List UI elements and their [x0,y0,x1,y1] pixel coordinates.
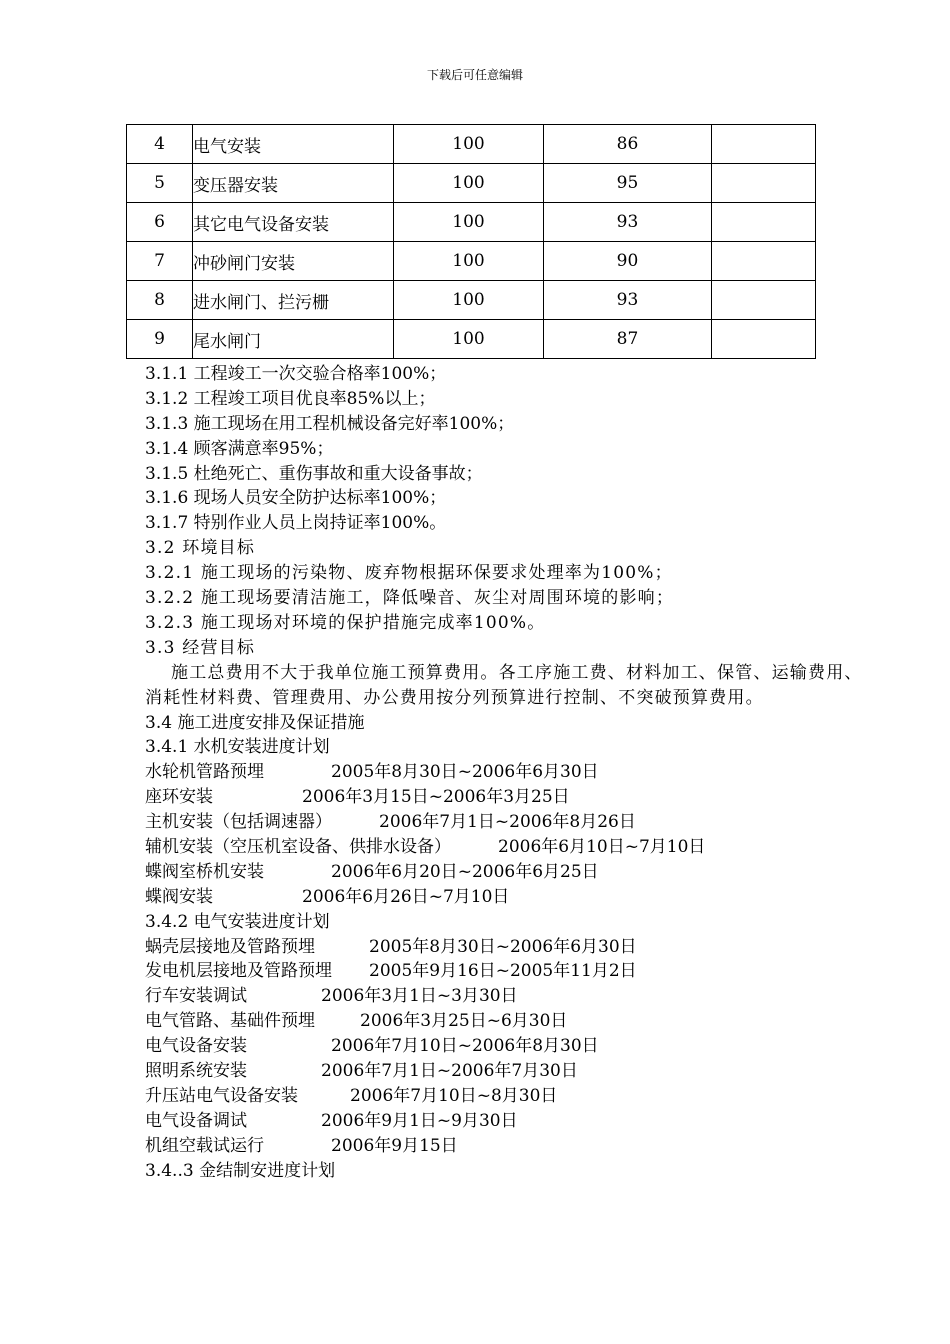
goal-item: 3.1.1 工程竣工一次交验合格率100%； [145,364,447,384]
goal-item: 3.1.2 工程竣工项目优良率85%以上； [145,388,436,409]
schedule-task: 蜗壳层接地及管路预埋 [145,936,315,957]
table-row [127,320,816,359]
schedule-row [145,760,875,785]
row-note [712,164,816,203]
env-item: 3.2.2 施工现场要清洁施工，降低噪音、灰尘对周围环境的影响； [145,588,675,609]
section-heading-biz: 3.3 经营目标 [145,637,256,658]
schedule-task: 蝶阀室桥机安装 [145,861,264,882]
row-score: 86 [544,125,712,164]
schedule-row [145,860,875,885]
row-item: 尾水闸门 [193,320,394,359]
schedule-date: 2006年7月1日~2006年7月30日 [321,1060,578,1081]
schedule-row [145,935,875,960]
row-score: 90 [544,242,712,281]
goal-item: 3.1.3 施工现场在用工程机械设备完好率100%； [145,413,515,434]
schedule-row [145,1134,875,1159]
quality-table [126,124,816,359]
schedule-task: 蝶阀安装 [145,886,213,907]
schedule-row [145,1034,875,1059]
row-number: 6 [127,203,193,242]
row-item: 冲砂闸门安装 [193,242,394,281]
subsection-heading-metal: 3.4..3 金结制安进度计划 [145,1160,336,1181]
schedule-task: 座环安装 [145,787,213,808]
schedule-task: 电气设备调试 [145,1110,247,1131]
schedule-row [145,1059,875,1084]
row-number: 9 [127,320,193,359]
schedule-task: 升压站电气设备安装 [145,1085,298,1106]
schedule-task: 照明系统安装 [145,1060,247,1081]
schedule-row [145,835,875,860]
row-item: 电气安装 [193,125,394,164]
schedule-row [145,1009,875,1034]
row-number: 5 [127,164,193,203]
row-value: 100 [394,320,544,359]
schedule-date: 2005年8月30日~2006年6月30日 [369,936,637,957]
schedule-row [145,959,875,984]
row-value: 100 [394,125,544,164]
row-note [712,281,816,320]
table-row [127,203,816,242]
schedule-row [145,984,875,1009]
schedule-task: 发电机层接地及管路预埋 [145,961,332,982]
row-value: 100 [394,203,544,242]
row-value: 100 [394,281,544,320]
schedule-task: 水轮机管路预埋 [145,762,264,783]
subsection-heading-elec: 3.4.2 电气安装进度计划 [145,911,330,932]
table-row [127,242,816,281]
schedule-date: 2005年8月30日~2006年6月30日 [331,762,599,783]
section-heading-env: 3.2 环境目标 [145,538,256,559]
goal-item: 3.1.7 特别作业人员上岗持证率100%。 [145,513,447,534]
page-header: 下载后可任意编辑 [426,68,523,82]
row-score: 95 [544,164,712,203]
schedule-task: 电气设备安装 [145,1036,247,1057]
row-number: 4 [127,125,193,164]
schedule-task: 行车安装调试 [145,986,247,1007]
schedule-task: 辅机安装（空压机室设备、供排水设备） [145,836,451,857]
goal-item: 3.1.4 顾客满意率95%； [145,438,334,459]
schedule-date: 2006年6月20日~2006年6月25日 [331,861,599,882]
goal-item: 3.1.5 杜绝死亡、重伤事故和重大设备事故； [145,463,483,484]
row-score: 93 [544,203,712,242]
schedule-date: 2006年7月10日~2006年8月30日 [331,1036,599,1057]
row-note [712,125,816,164]
schedule-date: 2006年9月15日 [331,1135,458,1156]
table-row [127,281,816,320]
table-row [127,164,816,203]
schedule-row [145,785,875,810]
table-row [127,125,816,164]
schedule-date: 2006年9月1日~9月30日 [321,1110,518,1131]
schedule-task: 机组空载试运行 [145,1135,264,1156]
biz-paragraph: 施工总费用不大于我单位施工预算费用。各工序施工费、材料加工、保管、运输费用、消耗性材料费、管理费用、办公费用按分列预算进行控制、不突破预算费用。 [145,662,863,708]
schedule-date: 2005年9月16日~2005年11月2日 [369,961,637,982]
row-item: 其它电气设备安装 [193,203,394,242]
row-number: 7 [127,242,193,281]
row-score: 87 [544,320,712,359]
env-item: 3.2.1 施工现场的污染物、废弃物根据环保要求处理率为100%； [145,563,673,584]
schedule-date: 2006年6月26日~7月10日 [302,886,510,907]
schedule-row [145,885,875,910]
row-item: 变压器安装 [193,164,394,203]
subsection-heading-water: 3.4.1 水机安装进度计划 [145,737,330,758]
schedule-date: 2006年3月15日~2006年3月25日 [302,787,570,808]
section-heading-schedule: 3.4 施工进度安排及保证措施 [145,712,365,733]
schedule-task: 电气管路、基础件预埋 [145,1011,315,1032]
schedule-row [145,1084,875,1109]
row-score: 93 [544,281,712,320]
goal-item: 3.1.6 现场人员安全防护达标率100%； [145,488,447,509]
row-note [712,320,816,359]
row-item: 进水闸门、拦污栅 [193,281,394,320]
schedule-date: 2006年7月10日~8月30日 [350,1085,558,1106]
row-value: 100 [394,164,544,203]
row-value: 100 [394,242,544,281]
schedule-date: 2006年3月1日~3月30日 [321,986,518,1007]
env-item: 3.2.3 施工现场对环境的保护措施完成率100%。 [145,612,546,633]
row-note [712,203,816,242]
schedule-date: 2006年3月25日~6月30日 [360,1011,568,1032]
schedule-date: 2006年6月10日~7月10日 [498,836,706,857]
schedule-date: 2006年7月1日~2006年8月26日 [379,812,636,833]
row-note [712,242,816,281]
schedule-row [145,810,875,835]
schedule-row [145,1109,875,1134]
schedule-task: 主机安装（包括调速器） [145,812,332,833]
document-body [145,362,875,1183]
row-number: 8 [127,281,193,320]
